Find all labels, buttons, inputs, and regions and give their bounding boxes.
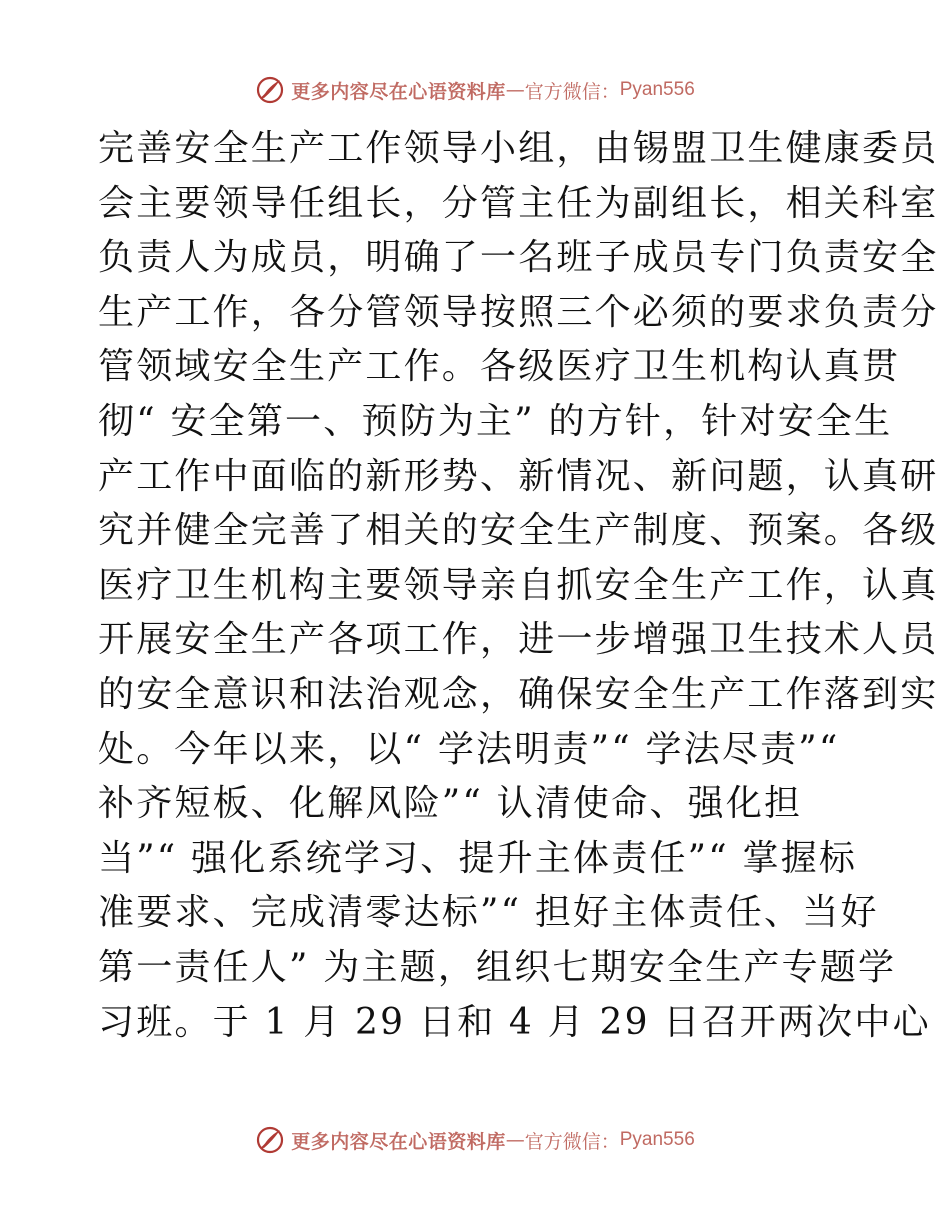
text-line: 习班。于 1 月 29 日和 4 月 29 日召开两次中心	[98, 1001, 931, 1043]
watermark-wechat-label: 官方微信：	[524, 80, 620, 103]
text-line: 第一责任人” 为主题，组织七期安全生产专题学	[98, 946, 897, 988]
text-line: 准要求、完成清零达标”“ 担好主体责任、当好	[98, 892, 879, 934]
text-line: 负责人为成员，明确了一名班子成员专门负责安全	[98, 237, 939, 279]
watermark-wechat-label: 官方微信：	[524, 1130, 620, 1153]
watermark-dash: —	[505, 79, 525, 101]
watermark-wechat-id: Pyan556	[619, 1129, 695, 1150]
header-watermark	[0, 68, 950, 112]
text-line: 产工作中面临的新形势、新情况、新问题，认真研	[98, 455, 939, 497]
text-line: 管领域安全生产工作。各级医疗卫生机构认真贯	[98, 346, 901, 388]
watermark-site-name: 更多内容尽在心语资料库	[291, 1130, 506, 1153]
quill-logo-icon	[255, 1125, 285, 1155]
text-line: 完善安全生产工作领导小组，由锡盟卫生健康委员	[98, 128, 939, 169]
watermark-dash: —	[505, 1129, 525, 1151]
footer-watermark	[0, 1118, 950, 1162]
quill-logo-icon	[255, 75, 285, 105]
watermark-wechat-id: Pyan556	[619, 79, 695, 100]
text-line: 会主要领导任组长，分管主任为副组长，相关科室	[98, 182, 939, 224]
text-line: 的安全意识和法治观念，确保安全生产工作落到实	[98, 673, 939, 715]
text-line: 究并健全完善了相关的安全生产制度、预案。各级	[98, 510, 939, 552]
text-line: 补齐短板、化解风险”“ 认清使命、强化担	[98, 783, 803, 825]
text-line: 开展安全生产各项工作，进一步增强卫生技术人员	[98, 619, 939, 661]
text-line: 医疗卫生机构主要领导亲自抓安全生产工作，认真	[98, 564, 939, 606]
text-line: 彻“ 安全第一、预防为主” 的方针，针对安全生	[98, 400, 893, 442]
text-line: 当”“ 强化系统学习、提升主体责任”“ 掌握标	[98, 837, 858, 879]
text-line: 生产工作，各分管领导按照三个必须的要求负责分	[98, 291, 939, 333]
watermark-site-name: 更多内容尽在心语资料库	[291, 80, 506, 103]
text-line: 处。今年以来，以“ 学法明责”“ 学法尽责”“	[98, 728, 840, 770]
document-body	[98, 122, 939, 1050]
